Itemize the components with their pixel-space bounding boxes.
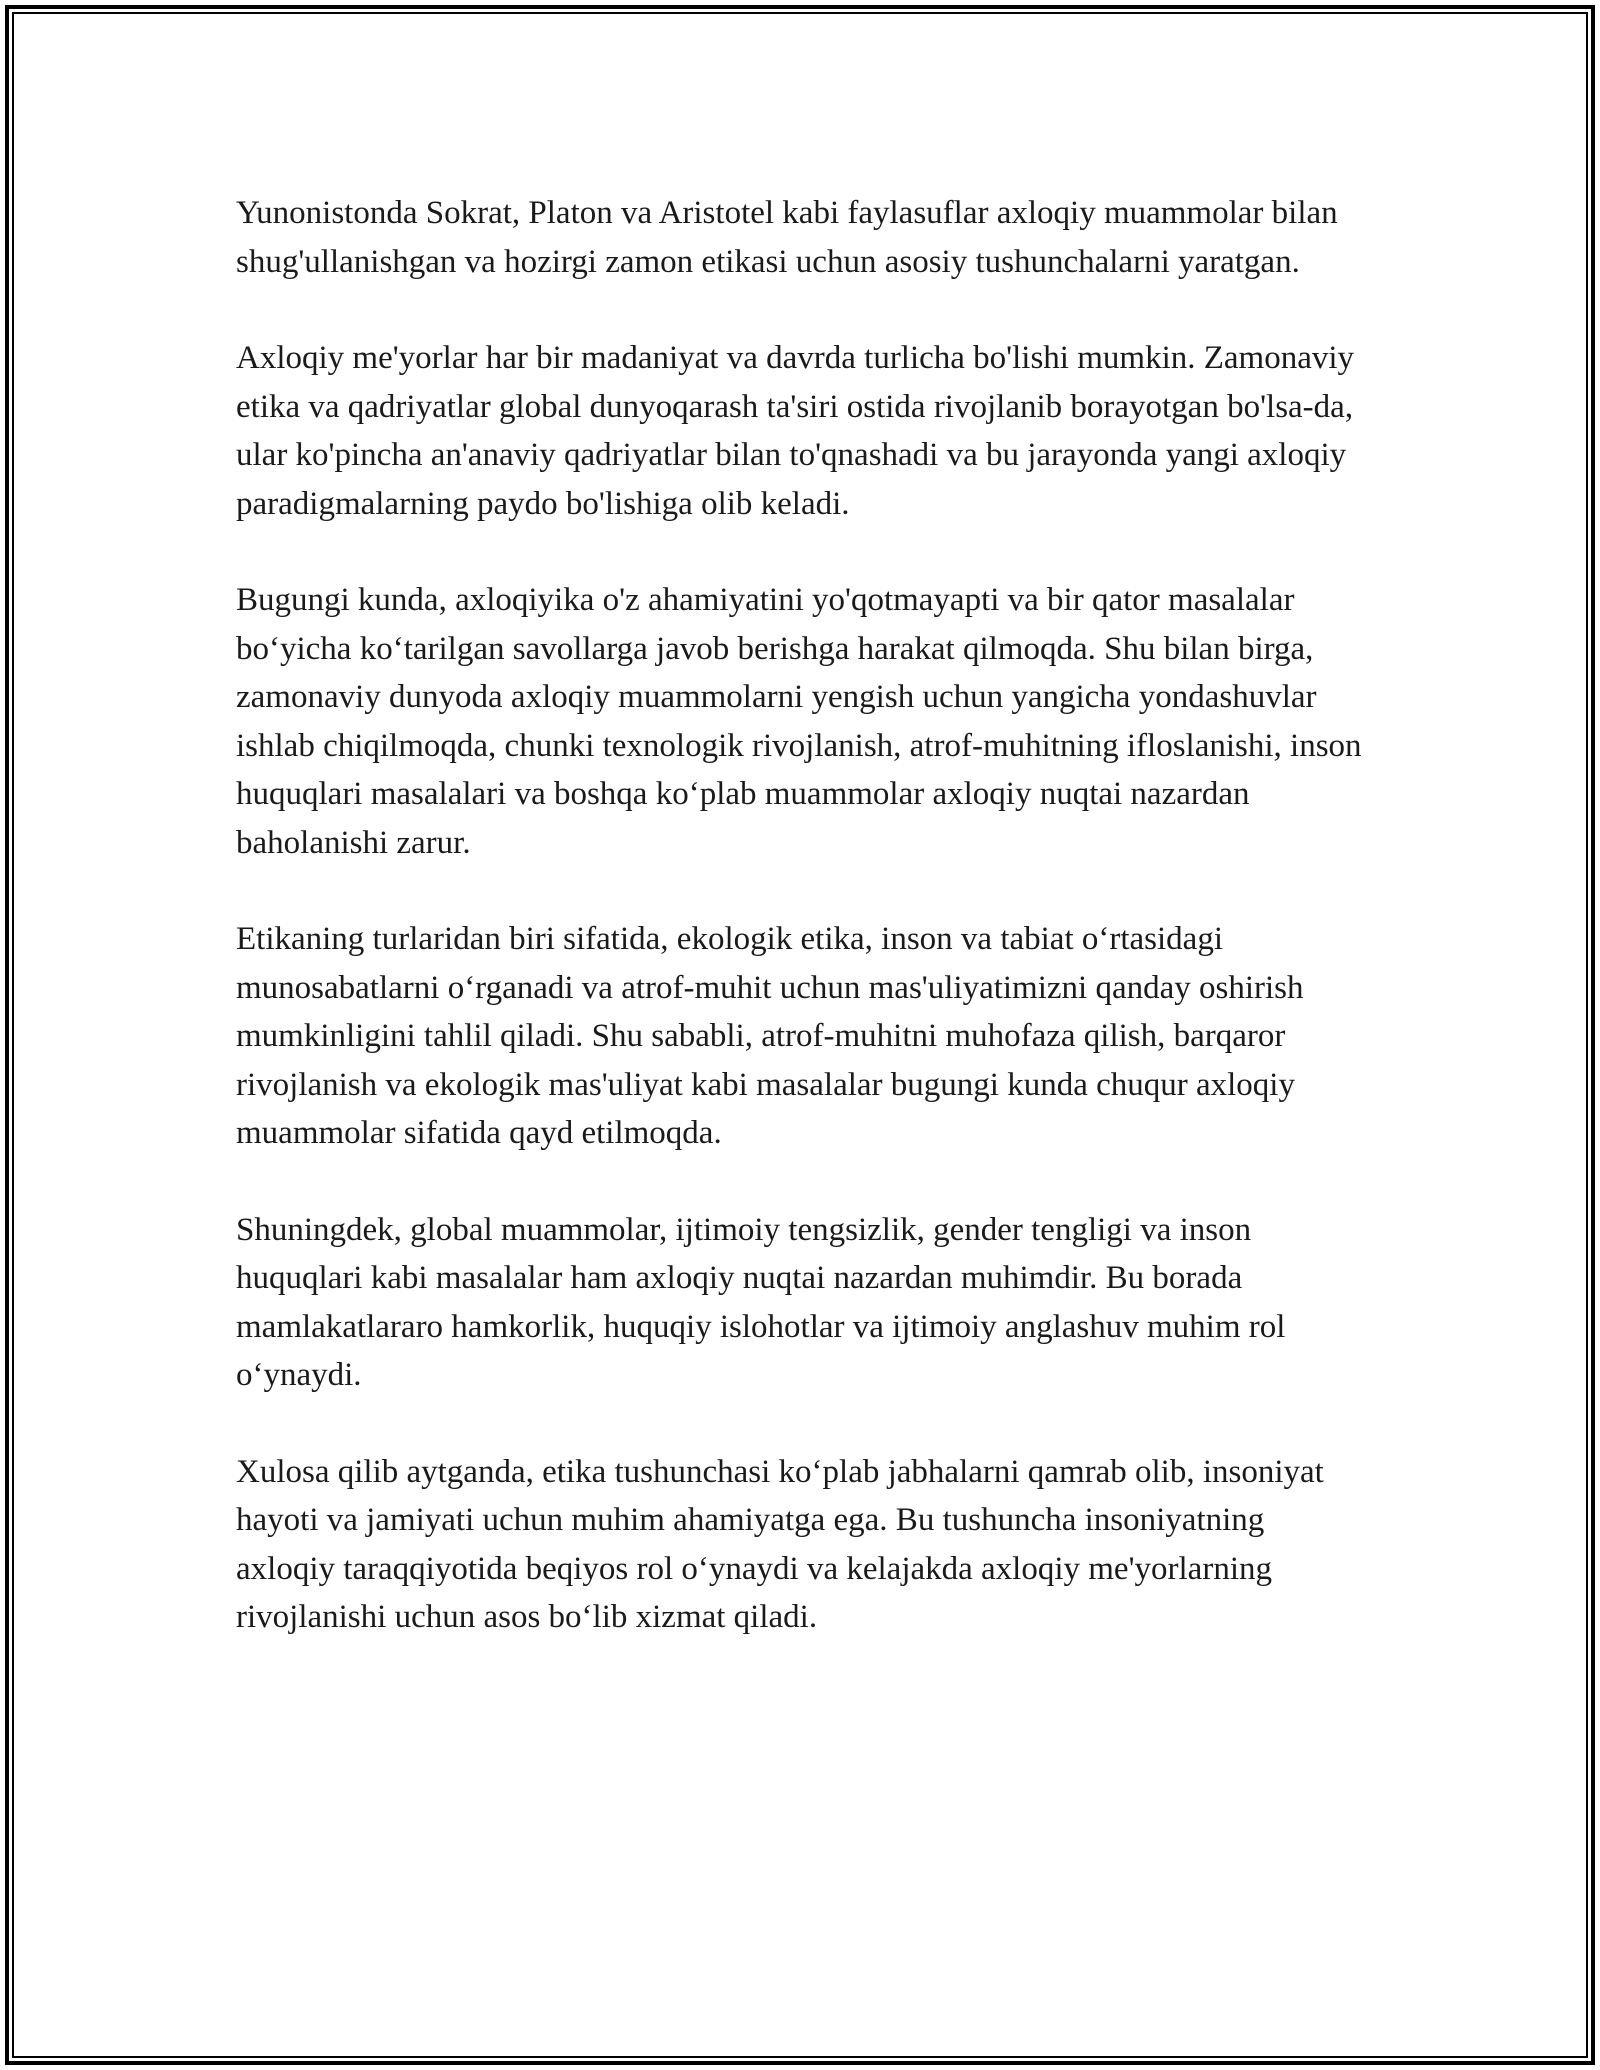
paragraph-2: Axloqiy me'yorlar har bir madaniyat va davrda turlicha bo'lishi mumkin. Zamonaviy etika va qadriyatlar global dunyoqarash ta'siri ostida rivojlanib borayotgan bo'lsa-da, ular ko'pincha an'anaviy qadriyatlar bilan to'qnashadi va bu jarayonda yangi axloqiy paradigmalarning paydo bo'lishiga olib keladi. (236, 340, 1355, 522)
paragraph-1: Yunonistonda Sokrat, Platon va Aristotel kabi faylasuflar axloqiy muammolar bilan shug'ullanishgan va hozirgi zamon etikasi uchun asosiy tushunchalarni yaratgan. (236, 195, 1338, 280)
document-body (236, 189, 1364, 1690)
paragraph-5: Shuningdek, global muammolar, ijtimoiy tengsizlik, gender tengligi va inson huquqlari kabi masalalar ham axloqiy nuqtai nazardan muhimdir. Bu borada mamlakatlararo hamkorlik, huquqiy islohotlar va ijtimoiy anglashuv muhim rol o‘ynaydi. (236, 1211, 1286, 1393)
paragraph-3: Bugungi kunda, axloqiyika o'z ahamiyatini yo'qotmayapti va bir qator masalalar bo‘yicha ko‘tarilgan savollarga javob berishga harakat qilmoqda. Shu bilan birga, zamonaviy dunyoda axloqiy muammolarni yengish uchun yangicha yondashuvlar ishlab chiqilmoqda, chunki texnologik rivojlanish, atrof-muhitning ifloslanishi, inson huquqlari masalalari va boshqa ko‘plab muammolar axloqiy nuqtai nazardan baholanishi zarur. (236, 582, 1362, 861)
paragraph-6: Xulosa qilib aytganda, etika tushunchasi ko‘plab jabhalarni qamrab olib, insoniyat hayoti va jamiyati uchun muhim ahamiyatga ega. Bu tushuncha insoniyatning axloqiy taraqqiyotida beqiyos rol o‘ynaydi va kelajakda axloqiy me'yorlarning rivojlanishi uchun asos bo‘lib xizmat qiladi. (236, 1453, 1324, 1635)
paragraph-4: Etikaning turlaridan biri sifatida, ekologik etika, inson va tabiat o‘rtasidagi munosabatlarni o‘rganadi va atrof-muhit uchun mas'uliyatimizni qanday oshirish mumkinligini tahlil qiladi. Shu sababli, atrof-muhitni muhofaza qilish, barqaror rivojlanish va ekologik mas'uliyat kabi masalalar bugungi kunda chuqur axloqiy muammolar sifatida qayd etilmoqda. (236, 921, 1304, 1151)
